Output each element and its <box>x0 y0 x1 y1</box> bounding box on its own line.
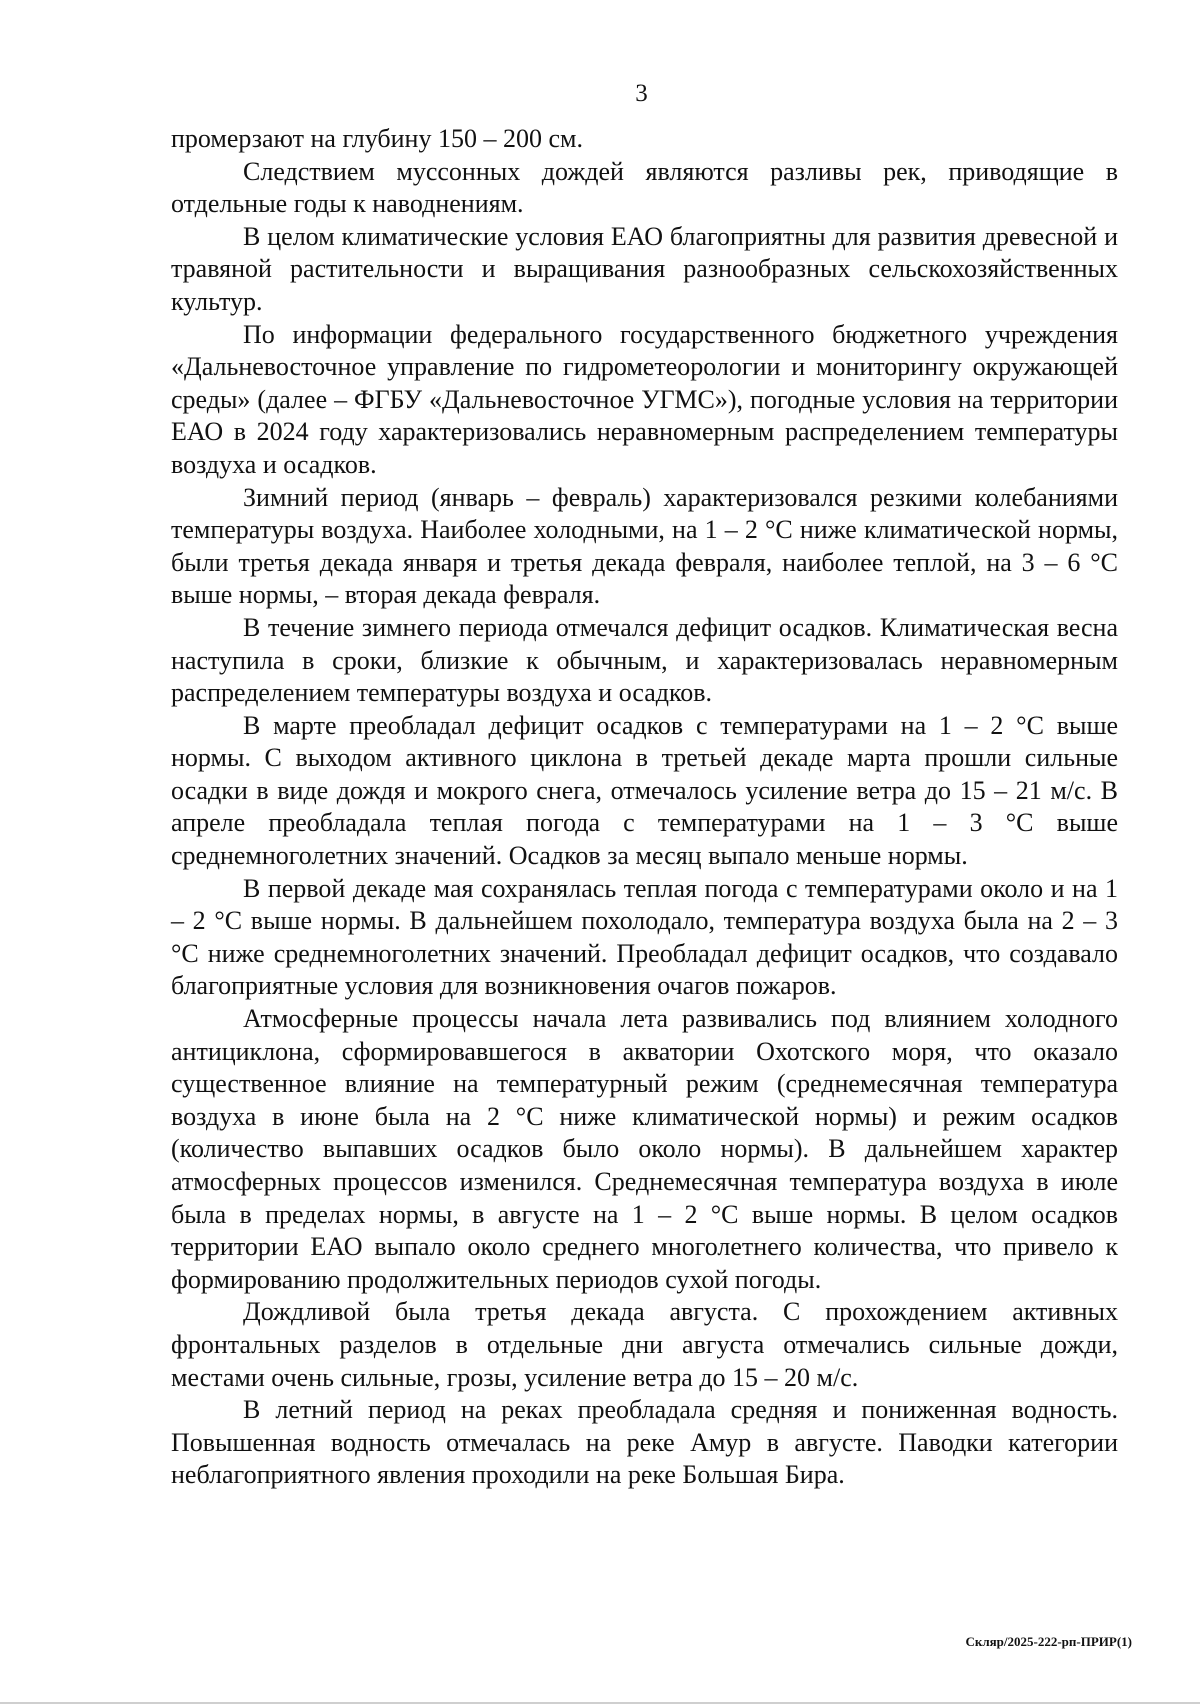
paragraph-summer-processes: Атмосферные процессы начала лета развивались под влиянием холодного антициклона, сформировавшегося в акватории Охотского моря, что оказало существенное влияние на температурный режим (среднемесячная температура воздуха в июне была на 2 °С ниже климатической нормы) и режим осадков (количество выпавших осадков было около нормы). В дальнейшем характер атмосферных процессов изменился. Среднемесячная температура воздуха в июле была в пределах нормы, в августе на 1 – 2 °С выше нормы. В целом осадков территории ЕАО выпало около среднего многолетнего количества, что привело к формированию продолжительных периодов сухой погоды. <box>171 1004 1118 1294</box>
document-code: Скляр/2025-222-рп-ПРИР(1) <box>965 1634 1132 1649</box>
paragraph-august: Дождливой была третья декада августа. С прохождением активных фронтальных разделов в отдельные дни августа отмечались сильные дожди, местами очень сильные, грозы, усиление ветра до 15 – 20 м/с. <box>171 1297 1118 1392</box>
paragraph-monsoon: Следствием муссонных дождей являются разливы рек, приводящие в отдельные годы к наводнениям. <box>171 156 1118 219</box>
page-number: 3 <box>635 80 648 107</box>
scan-edge-divider <box>0 1702 1200 1704</box>
paragraph-march-april: В марте преобладал дефицит осадков с температурами на 1 – 2 °С выше нормы. С выходом активного циклона в третьей декаде марта прошли сильные осадки в виде дождя и мокрого снега, отмечалось усиление ветра до 15 – 21 м/с. В апреле преобладала теплая погода с температурами на 1 – 3 °С выше среднемноголетних значений. Осадков за месяц выпало меньше нормы. <box>171 710 1118 871</box>
document-body <box>171 123 1118 1492</box>
paragraph-spring: В течение зимнего периода отмечался дефицит осадков. Климатическая весна наступила в сроки, близкие к обычным, и характеризовалась неравномерным распределением температуры воздуха и осадков. <box>171 612 1118 708</box>
paragraph-continuation: промерзают на глубину 150 – 200 см. <box>171 124 583 153</box>
paragraph-climate-conditions: В целом климатические условия ЕАО благоприятны для развития древесной и травяной растительности и выращивания разнообразных сельскохозяйственных культур. <box>171 221 1118 316</box>
paragraph-ugms-info: По информации федерального государственного бюджетного учреждения «Дальневосточное управление по гидрометеорологии и мониторингу окружающей среды» (далее – ФГБУ «Дальневосточное УГМС»), погодные условия на территории ЕАО в 2024 году характеризовались неравномерным распределением температуры воздуха и осадков. <box>171 319 1118 479</box>
paragraph-winter-period: Зимний период (январь – февраль) характеризовался резкими колебаниями температуры воздуха. Наиболее холодными, на 1 – 2 °С ниже климатической нормы, были третья декада января и третья декада февраля, наиболее теплой, на 3 – 6 °С выше нормы, – вторая декада февраля. <box>171 482 1118 610</box>
paragraph-rivers: В летний период на реках преобладала средняя и пониженная водность. Повышенная водность отмечалась на реке Амур в августе. Паводки категории неблагоприятного явления проходили на реке Большая Бира. <box>171 1395 1118 1490</box>
paragraph-may: В первой декаде мая сохранялась теплая погода с температурами около и на 1 – 2 °С выше нормы. В дальнейшем похолодало, температура воздуха была на 2 – 3 °С ниже среднемноголетних значений. Преобладал дефицит осадков, что создавало благоприятные условия для возникновения очагов пожаров. <box>171 873 1118 1001</box>
